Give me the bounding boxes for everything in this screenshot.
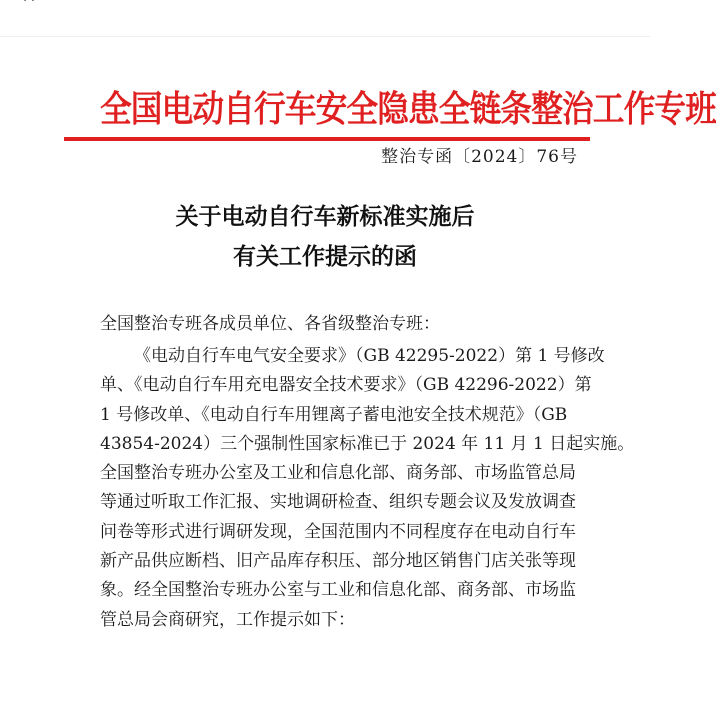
body-line: 象。经全国整治专班办公室与工业和信息化部、商务部、市场监 [100,580,576,601]
body-line: 1 号修改单、《电动自行车用锂离子蓄电池安全技术规范》（GB [100,404,568,425]
document-title-line-2: 有关工作提示的函 [233,243,417,270]
body-line: 等通过听取工作汇报、实地调研检查、组织专题会议及发放调查 [100,492,576,513]
red-divider-rule [64,137,590,141]
back-arrow-icon[interactable] [22,0,48,6]
body-line: 43854-2024）三个强制性国家标准已于 2024 年 11 月 1 日起实施。 [100,433,635,454]
document-number: 整治专函〔2024〕76号 [381,147,578,167]
body-line: 问卷等形式进行调研发现，全国范围内不同程度存在电动自行车 [100,521,576,542]
top-bar [0,0,650,37]
document-title [0,197,650,277]
body-line: 新产品供应断档、旧产品库存积压、部分地区销售门店关张等现 [100,551,576,572]
body-line: 单、《电动自行车用充电器安全技术要求》（GB 42296-2022）第 [100,375,592,396]
body-paragraph [100,342,635,635]
org-header-title: 全国电动自行车安全隐患全链条整治工作专班 [100,88,716,130]
document-title-line-1: 关于电动自行车新标准实施后 [175,203,475,230]
body-line: 全国整治专班办公室及工业和信息化部、商务部、市场监管总局 [100,463,576,484]
salutation: 全国整治专班各成员单位、各省级整治专班： [100,314,440,334]
body-line: 管总局会商研究，工作提示如下： [100,609,355,630]
body-line: 《电动自行车电气安全要求》（GB 42295-2022）第 1 号修改 [134,346,605,366]
